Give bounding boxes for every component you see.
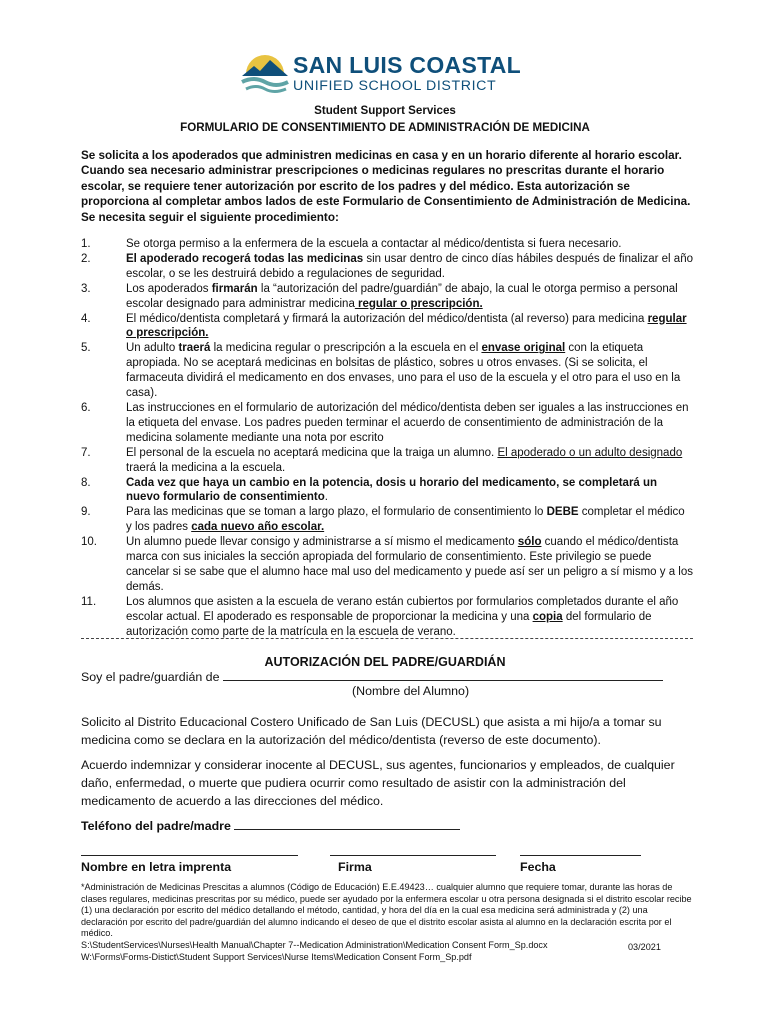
procedure-item: 6. Las instrucciones en el formulario de autorización del médico/dentista deben ser iguales a las instrucciones en la etiqueta del envase. Los padres pueden terminar el acuerdo de consentimiento de administración de la medicina solamente mediante una nota por escrito: [81, 401, 689, 444]
guardian-row: [81, 668, 663, 684]
file-path-docx: S:\StudentServices\Nurses\Health Manual\Chapter 7--Medication Administration\Medication Consent Form_Sp.docx: [81, 939, 548, 950]
indemnity-paragraph: Acuerdo indemnizar y considerar inocente al DECUSL, sus agentes, funcionarios y empleados, de cualquier daño, enfermedad, o muerte que pudiera ocurrir como resultado de asistir con la administración del medicamento de acuerdo a las direcciones del médico.: [81, 758, 675, 808]
procedure-item: 5. Un adulto traerá la medicina regular o prescripción a la escuela en el envase original con la etiqueta apropiada. No se aceptará medicinas en bolsitas de plástico, sobres u otros envases. (Si se solicita, el farmaceuta dividirá el medicamento en dos envases, uno para el uso de la escuela y el otro para el uso en la casa).: [81, 342, 681, 400]
phone-row: [81, 817, 460, 833]
phone-field[interactable]: [234, 817, 460, 830]
procedure-item: 8. Cada vez que haya un cambio en la potencia, dosis u horario del medicamento, se completará un nuevo formulario de consentimiento.: [81, 476, 658, 504]
student-name-field[interactable]: [223, 668, 663, 681]
procedure-item: 3. Los apoderados firmarán la “autorización del padre/guardián” de abajo, la cual le otorga permiso a personal escolar designado para administrar medicina regular o prescripción.: [81, 282, 678, 310]
procedure-item: 9. Para las medicinas que se toman a largo plazo, el formulario de consentimiento lo DEBE completar el médico y los padres cada nuevo año escolar.: [81, 506, 685, 534]
signature-label: Firma: [338, 860, 372, 874]
file-path-pdf: W:\Forms\Forms-Distict\Student Support Services\Nurse Items\Medication Consent Form_Sp.pdf: [81, 951, 472, 962]
guardian-label: Soy el padre/guardián de: [81, 670, 220, 684]
phone-label: Teléfono del padre/madre: [81, 819, 231, 833]
request-paragraph: Solicito al Distrito Educacional Costero Unificado de San Luis (DECUSL) que asista a mi hijo/a a tomar su medicina como se declara en la autorización del médico/dentista (reverso de este documento).: [81, 715, 662, 747]
printed-name-label: Nombre en letra imprenta: [81, 860, 232, 874]
procedure-item: 10. Un alumno puede llevar consigo y administrarse a sí mismo el medicamento sólo cuando el médico/dentista marca con sus iniciales la sección apropiada del formulario de consentimiento. Este privilegio se puede cancelar si se sabe que el alumno hace mal uso del medicamento y puede así ser un peligro a sí mismo y a los demás.: [81, 536, 693, 593]
revision-date: 03/2021: [628, 942, 661, 952]
procedure-item: 1. Se otorga permiso a la enfermera de la escuela a contactar al médico/dentista si fuera necesario.: [81, 238, 622, 250]
procedure-list: [81, 237, 693, 639]
date-field[interactable]: [520, 855, 641, 856]
signature-field[interactable]: [330, 855, 496, 856]
logo-subtitle: UNIFIED SCHOOL DISTRICT: [293, 78, 497, 94]
department-heading: Student Support Services: [314, 104, 456, 117]
procedure-item: 2. El apoderado recogerá todas las medicinas sin usar dentro de cinco días hábiles después de finalizar el año escolar, o se les destruirá debido a regulaciones de seguridad.: [81, 252, 693, 280]
authorization-title: AUTORIZACIÓN DEL PADRE/GUARDIÁN: [264, 655, 506, 669]
student-name-caption: (Nombre del Alumno): [352, 684, 470, 698]
procedure-item: 11. Los alumnos que asisten a la escuela de verano están cubiertos por formularios completados durante el año escolar actual. El apoderado es responsable de proporcionar la medicina y una copia del formulario de autorización como parte de la matrícula en la escuela de verano.: [81, 595, 679, 638]
logo-title: SAN LUIS COASTAL: [293, 52, 521, 78]
legal-footnote: *Administración de Medicinas Prescitas a alumnos (Código de Educación) E.E.49423… cualquier alumno que requiere tomar, durante las horas de clases regulares, medicinas prescritas por su médico, puede ser ayudado por la enfermera escolar u otra persona designada si el distrito escolar recibe (1) una declaración por escrito del médico detallando el método, cantidad, y hora del día en la cual esa medicina será administrada y (2) una declaración por escrito del padre/guardián del alumno indicando el deseo de que el distrito escolar asista al alumno en la declaración escrita por el médico.: [81, 882, 692, 939]
form-title: FORMULARIO DE CONSENTIMIENTO DE ADMINISTRACIÓN DE MEDICINA: [180, 121, 590, 134]
procedure-item: 4. El médico/dentista completará y firmará la autorización del médico/dentista (al reverso) para medicina regular o prescripción.: [81, 312, 687, 340]
procedure-item: 7. El personal de la escuela no aceptará medicina que la traiga un alumno. El apoderado o un adulto designado traerá la medicina a la escuela.: [81, 446, 683, 474]
printed-name-field[interactable]: [81, 855, 298, 856]
intro-paragraph: Se solicita a los apoderados que administren medicinas en casa y en un horario diferente al horario escolar. Cuando sea necesario administrar prescripciones o medicinas regulares no prescritas durante el horario escolar, se requiere tener autorización por escrito de los padres y del médico. Esta autorización se proporciona al completar ambos lados de este Formulario de Consentimiento de Administración de Medicina. Se necesita seguir el siguiente procedimiento:: [81, 149, 691, 224]
footer-note-block: [81, 882, 693, 963]
date-label: Fecha: [520, 860, 556, 874]
district-logo-icon: [240, 46, 290, 96]
section-separator: [81, 638, 693, 639]
district-logo: [240, 46, 521, 100]
